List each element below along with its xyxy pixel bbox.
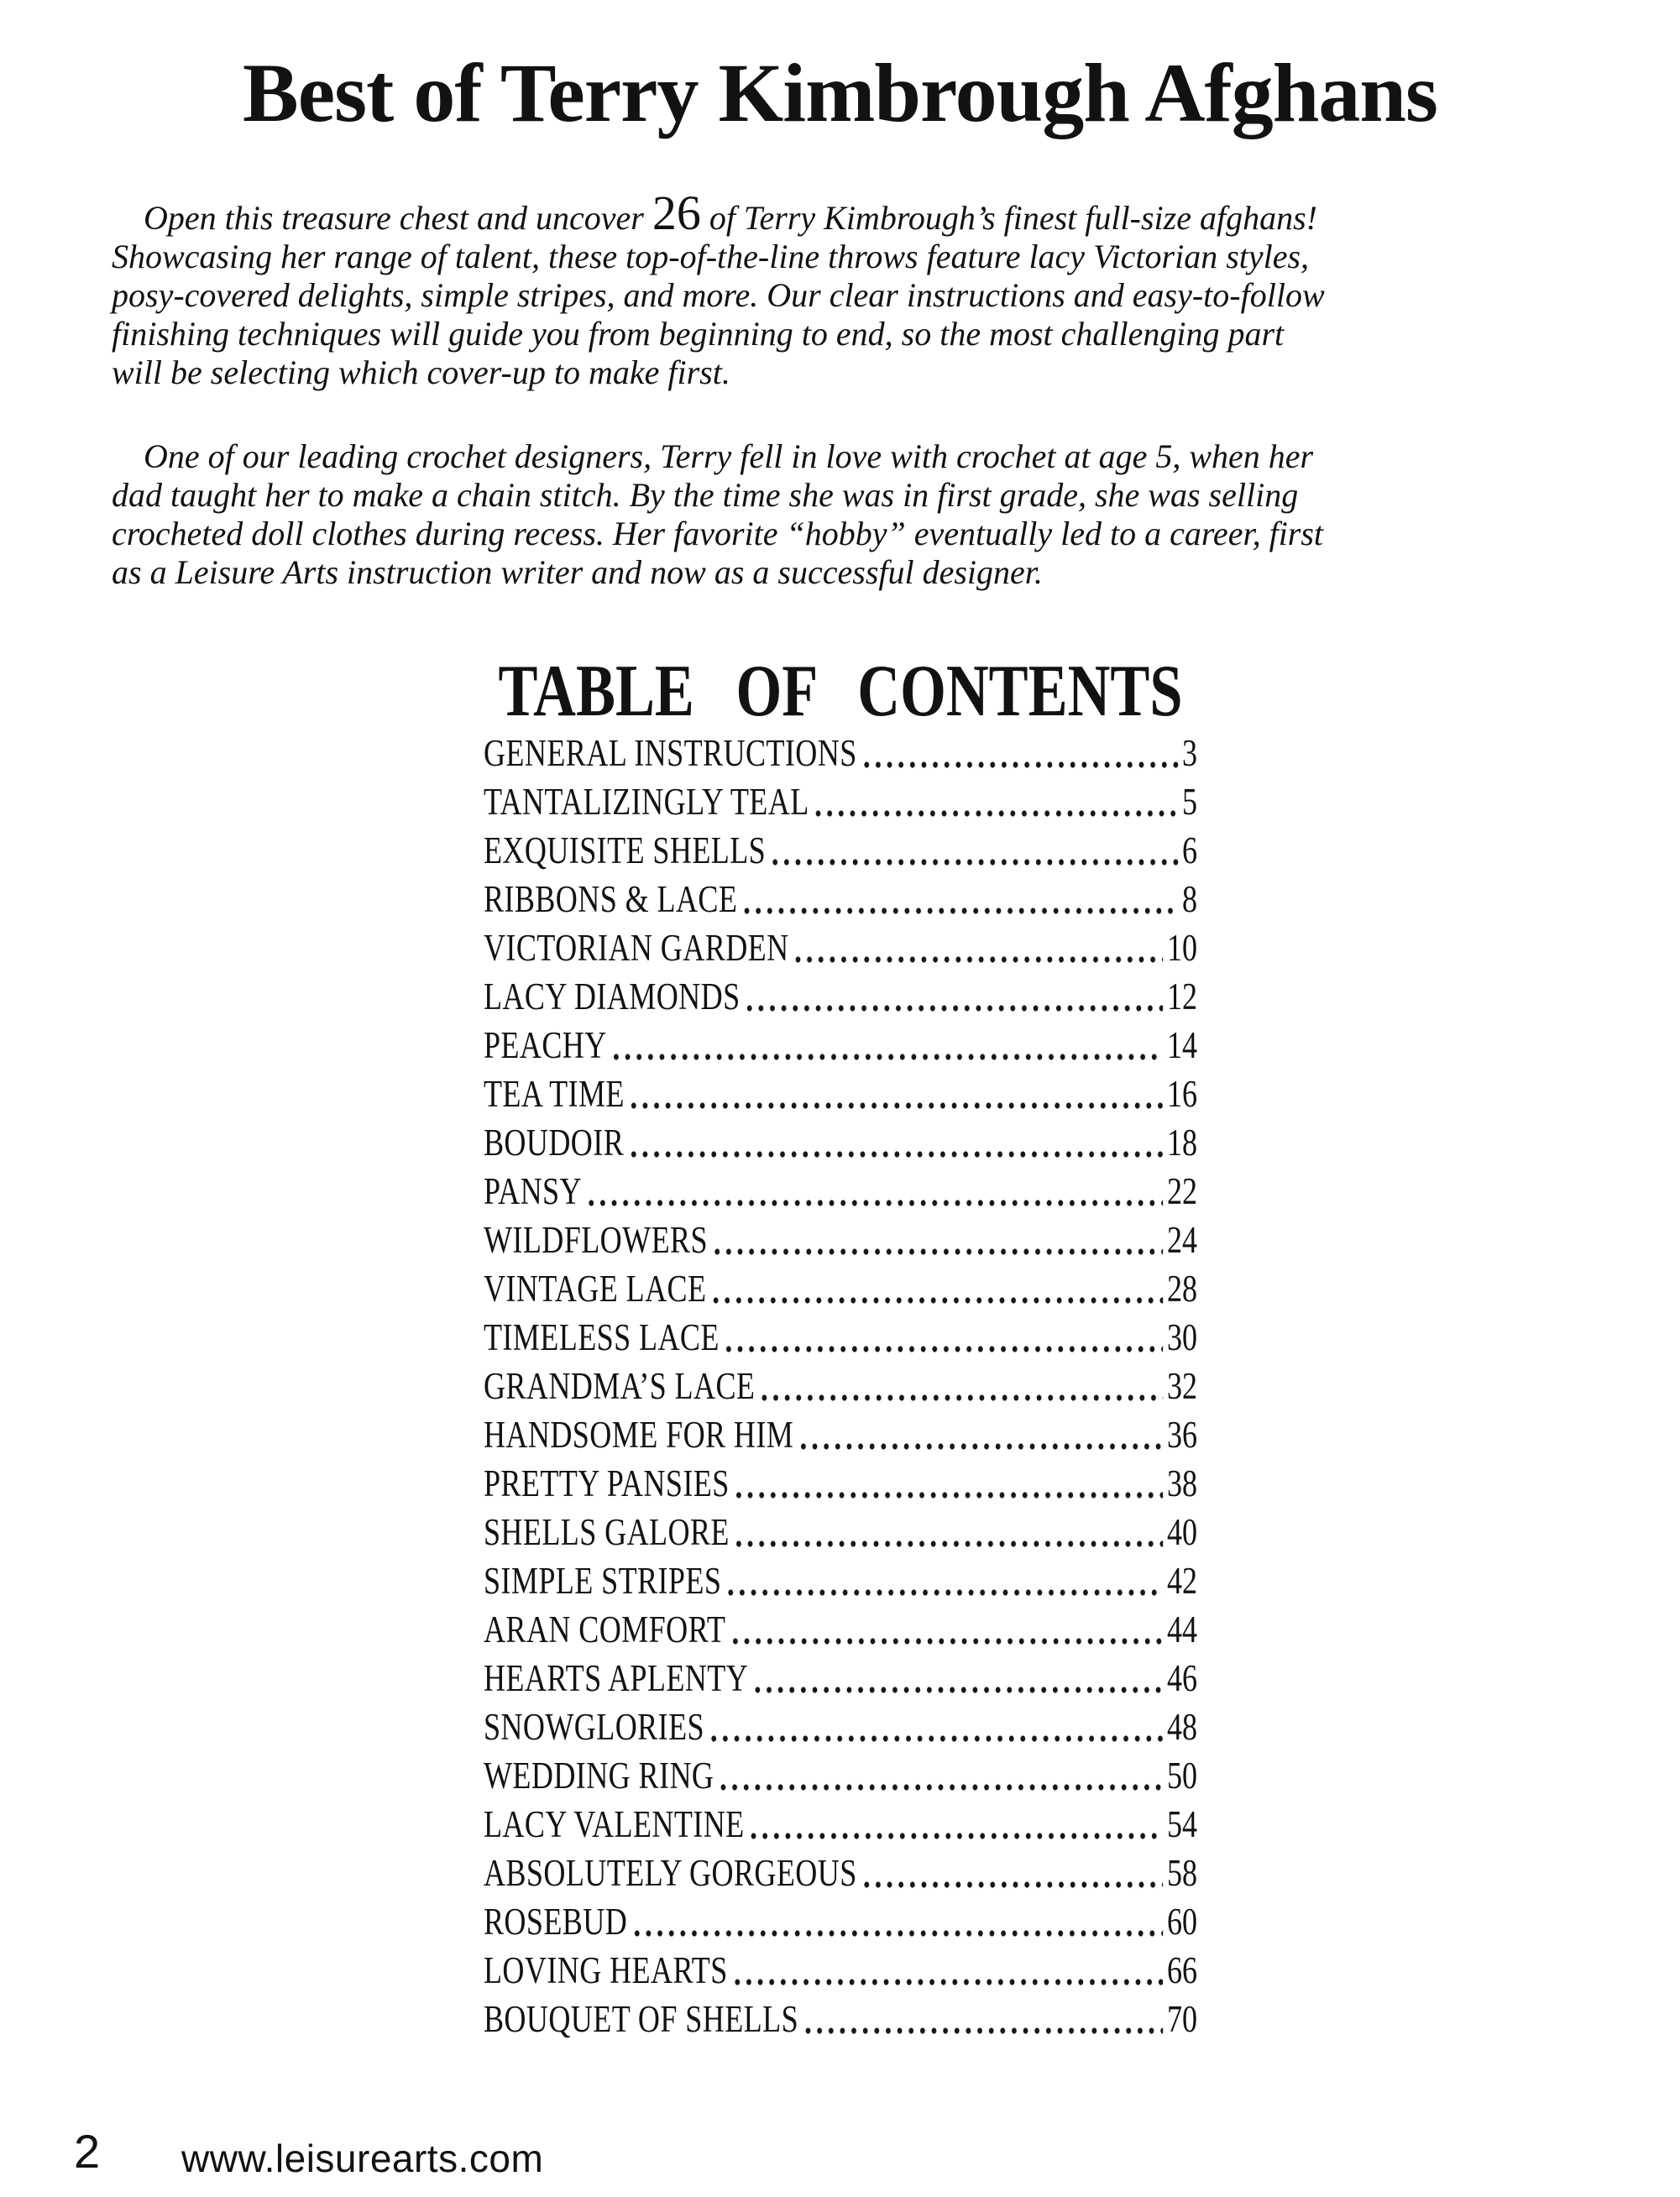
- toc-entry-title: LOVING HEARTS: [483, 1949, 728, 1991]
- toc-entry-page: 22: [1166, 1170, 1197, 1212]
- toc-entry: [483, 1021, 1196, 1070]
- toc-entry-page: 58: [1166, 1852, 1197, 1894]
- dot-leader: [711, 1735, 1163, 1742]
- dot-leader: [863, 761, 1177, 768]
- intro-paragraph-2: [112, 437, 1680, 592]
- intro-line: crocheted doll clothes during recess. Her favorite “hobby” eventually led to a career, first: [112, 515, 1324, 552]
- toc-entry: [483, 1410, 1196, 1459]
- dot-leader: [795, 956, 1163, 963]
- toc-entry: [483, 1800, 1196, 1849]
- toc-entry-title: VICTORIAN GARDEN: [483, 927, 789, 969]
- toc-entry-title: PRETTY PANSIES: [483, 1462, 730, 1504]
- intro-line: will be selecting which cover-up to make first.: [112, 353, 730, 391]
- toc-entry: [483, 1216, 1196, 1264]
- dot-leader: [713, 1297, 1163, 1304]
- toc-entry-page: 16: [1166, 1073, 1197, 1115]
- dot-leader: [725, 1346, 1162, 1352]
- dot-leader: [744, 908, 1178, 914]
- toc-entry: [483, 1118, 1196, 1167]
- toc-entry-title: SIMPLE STRIPES: [483, 1560, 721, 1602]
- toc-entry-title: BOUDOIR: [483, 1122, 624, 1164]
- toc-entry: [483, 1897, 1196, 1946]
- toc-entry: [483, 875, 1196, 923]
- toc-entry: [483, 1849, 1196, 1897]
- toc-entry: [483, 972, 1196, 1021]
- intro-line: Showcasing her range of talent, these top-of-the-line throws feature lacy Victorian styles,: [112, 238, 1310, 275]
- toc-entry-page: 48: [1166, 1706, 1197, 1748]
- toc-entry-page: 70: [1166, 1998, 1197, 2040]
- toc-entry-title: ROSEBUD: [483, 1901, 627, 1943]
- dot-leader: [755, 1687, 1163, 1693]
- toc-entry-title: TEA TIME: [483, 1073, 625, 1115]
- dot-leader: [631, 1151, 1163, 1158]
- toc-entry-title: BOUQUET OF SHELLS: [483, 1998, 798, 2040]
- toc-entry: [483, 729, 1196, 777]
- page-title: Best of Terry Kimbrough Afghans: [243, 46, 1437, 139]
- toc-entry: [483, 777, 1196, 826]
- toc-entry-page: 3: [1181, 732, 1197, 774]
- table-of-contents: [395, 651, 1285, 2043]
- page-footer: [0, 2125, 1680, 2187]
- toc-entry: [483, 1508, 1196, 1556]
- dot-leader: [613, 1054, 1162, 1060]
- toc-entry-title: TANTALIZINGLY TEAL: [483, 781, 809, 823]
- intro-line: finishing techniques will guide you from beginning to end, so the most challenging part: [112, 315, 1285, 353]
- toc-entry-title: VINTAGE LACE: [483, 1268, 706, 1310]
- dot-leader: [728, 1589, 1163, 1596]
- page-number: 2: [74, 2125, 101, 2178]
- toc-entry: [483, 1459, 1196, 1508]
- dot-leader: [746, 1005, 1163, 1012]
- toc-entry-page: 44: [1166, 1609, 1197, 1650]
- dot-leader: [734, 1979, 1162, 1985]
- toc-entry: [483, 1605, 1196, 1654]
- toc-entry-page: 50: [1166, 1755, 1197, 1797]
- dot-leader: [761, 1394, 1163, 1401]
- toc-entry-page: 36: [1166, 1414, 1197, 1456]
- dot-leader: [588, 1200, 1162, 1206]
- dot-leader: [631, 1102, 1162, 1109]
- toc-list: [483, 729, 1196, 2043]
- toc-entry: [483, 1556, 1196, 1605]
- dot-leader: [732, 1638, 1163, 1645]
- dot-leader: [735, 1541, 1162, 1547]
- toc-entry-title: WEDDING RING: [483, 1755, 714, 1797]
- toc-entry-page: 40: [1166, 1511, 1197, 1553]
- intro-paragraph-1: [112, 186, 1680, 392]
- toc-entry-page: 32: [1166, 1365, 1197, 1407]
- toc-entry-title: LACY VALENTINE: [483, 1803, 745, 1845]
- toc-entry-title: ABSOLUTELY GORGEOUS: [483, 1852, 857, 1894]
- toc-entry: [483, 923, 1196, 972]
- toc-entry-title: GENERAL INSTRUCTIONS: [483, 732, 857, 774]
- toc-entry-page: 30: [1166, 1316, 1197, 1358]
- dot-leader: [815, 810, 1178, 817]
- dot-leader: [720, 1784, 1163, 1791]
- toc-entry-page: 24: [1166, 1219, 1197, 1261]
- intro-line: dad taught her to make a chain stitch. By the time she was in first grade, she was selling: [112, 476, 1299, 514]
- toc-heading: TABLE OF CONTENTS: [497, 651, 1183, 732]
- afghan-count-number: 26: [652, 186, 701, 240]
- intro-line: as a Leisure Arts instruction writer and now as a successful designer.: [112, 553, 1043, 591]
- intro-line: One of our leading crochet designers, Terry fell in love with crochet at age 5, when her: [144, 437, 1314, 475]
- toc-entry-page: 12: [1166, 976, 1197, 1017]
- toc-entry: [483, 1167, 1196, 1216]
- dot-leader: [735, 1492, 1162, 1499]
- toc-entry-title: WILDFLOWERS: [483, 1219, 708, 1261]
- dot-leader: [634, 1930, 1163, 1937]
- toc-entry: [483, 1264, 1196, 1313]
- website-text: www.leisurearts.com: [181, 2137, 544, 2180]
- toc-entry: [483, 1070, 1196, 1118]
- toc-entry-page: 18: [1166, 1122, 1197, 1164]
- toc-entry-page: 60: [1166, 1901, 1197, 1943]
- toc-entry-page: 10: [1166, 927, 1197, 969]
- toc-entry-title: PANSY: [483, 1170, 582, 1212]
- toc-entry-page: 42: [1166, 1560, 1197, 1602]
- toc-entry: [483, 1703, 1196, 1751]
- toc-entry-title: GRANDMA’S LACE: [483, 1365, 755, 1407]
- toc-entry: [483, 1995, 1196, 2043]
- toc-entry-page: 54: [1166, 1803, 1197, 1845]
- toc-entry-title: SNOWGLORIES: [483, 1706, 704, 1748]
- dot-leader: [772, 859, 1178, 866]
- toc-entry-page: 38: [1166, 1462, 1197, 1504]
- toc-entry-page: 66: [1166, 1949, 1197, 1991]
- dot-leader: [863, 1881, 1162, 1888]
- toc-entry-page: 6: [1181, 829, 1197, 871]
- toc-entry: [483, 1751, 1196, 1800]
- toc-entry-title: PEACHY: [483, 1024, 607, 1066]
- intro-line: [112, 186, 1680, 240]
- toc-entry-page: 46: [1166, 1657, 1197, 1699]
- toc-entry-title: HEARTS APLENTY: [483, 1657, 748, 1699]
- dot-leader: [805, 2027, 1163, 2034]
- toc-entry: [483, 1362, 1196, 1410]
- toc-entry-title: EXQUISITE SHELLS: [483, 829, 766, 871]
- intro-text-after-count: of Terry Kimbrough’s finest full-size afghans!: [700, 199, 1317, 237]
- toc-entry-title: SHELLS GALORE: [483, 1511, 730, 1553]
- intro-section: [112, 186, 1680, 592]
- intro-line: posy-covered delights, simple stripes, and more. Our clear instructions and easy-to-follow: [112, 276, 1325, 314]
- intro-text-before-count: Open this treasure chest and uncover: [144, 199, 652, 237]
- toc-entry-title: LACY DIAMONDS: [483, 976, 741, 1017]
- toc-entry: [483, 1313, 1196, 1362]
- toc-entry-title: TIMELESS LACE: [483, 1316, 720, 1358]
- toc-entry-page: 8: [1181, 878, 1197, 920]
- toc-entry: [483, 1654, 1196, 1703]
- dot-leader: [800, 1443, 1163, 1450]
- toc-entry-page: 5: [1181, 781, 1197, 823]
- dot-leader: [714, 1248, 1163, 1255]
- toc-entry-page: 28: [1166, 1268, 1197, 1310]
- toc-entry-page: 14: [1166, 1024, 1197, 1066]
- toc-entry: [483, 1946, 1196, 1995]
- dot-leader: [751, 1833, 1163, 1839]
- toc-entry-title: HANDSOME FOR HIM: [483, 1414, 793, 1456]
- toc-entry-title: RIBBONS & LACE: [483, 878, 737, 920]
- toc-entry: [483, 826, 1196, 875]
- book-page: [0, 46, 1680, 2180]
- toc-entry-title: ARAN COMFORT: [483, 1609, 725, 1650]
